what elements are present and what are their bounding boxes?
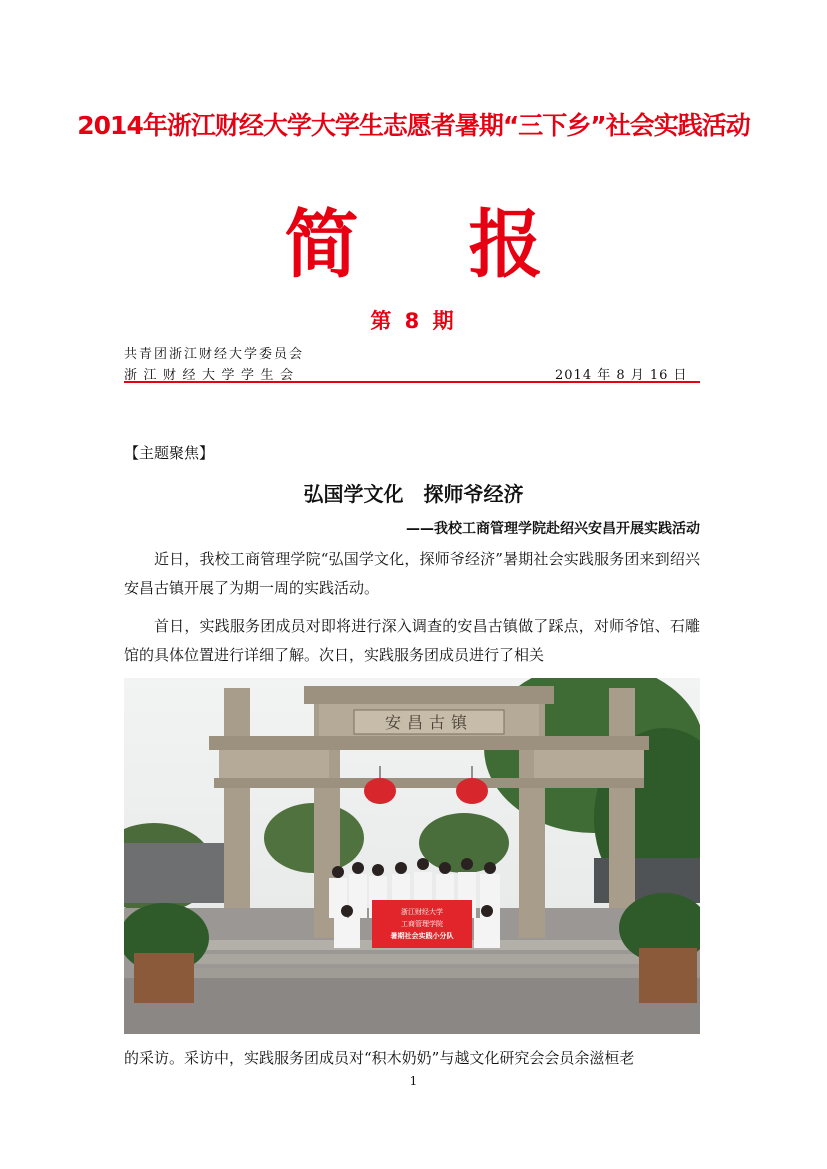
publisher-line-2: 浙江财经大学学生会: [124, 368, 300, 383]
section-tag: 【主题聚焦】: [124, 444, 215, 462]
arch-plaque-text: 安昌古镇: [384, 713, 474, 732]
photo-illustration: [124, 678, 700, 1034]
article-paragraph: 首日，实践服务团成员对即将进行深入调查的安昌古镇做了踩点，对师爷馆、石雕馆的具体位置进行详细了解。次日，实践服务团成员进行了相关: [124, 617, 700, 664]
banner-line-1: 浙江财经大学: [401, 908, 443, 916]
article-paragraph: 近日，我校工商管理学院“弘国学文化，探师爷经济”暑期社会实践服务团来到绍兴安昌古镇开展了为期一周的实践活动。: [124, 550, 700, 597]
article-title: 弘国学文化 探师爷经济: [303, 482, 524, 506]
publisher-line-1: 共青团浙江财经大学委员会: [124, 347, 305, 362]
article-paragraph-continued: 的采访。采访中，实践服务团成员对“积木奶奶”与越文化研究会会员余滋桓老: [124, 1049, 635, 1067]
newsletter-headline: 2014年浙江财经大学大学生志愿者暑期“三下乡”社会实践活动: [77, 111, 750, 140]
issue-number: 第 8 期: [370, 309, 457, 333]
article-photo: [124, 678, 700, 1034]
article-subtitle: ——我校工商管理学院赴绍兴安昌开展实践活动: [406, 521, 700, 537]
banner-line-3: 暑期社会实践小分队: [390, 932, 454, 940]
banner-line-2: 工商管理学院: [401, 920, 443, 928]
header-divider: [124, 381, 700, 383]
publish-date: 2014 年 8 月 16 日: [555, 368, 688, 383]
masthead-title: 简报: [284, 202, 653, 288]
page-number: 1: [409, 1074, 418, 1088]
